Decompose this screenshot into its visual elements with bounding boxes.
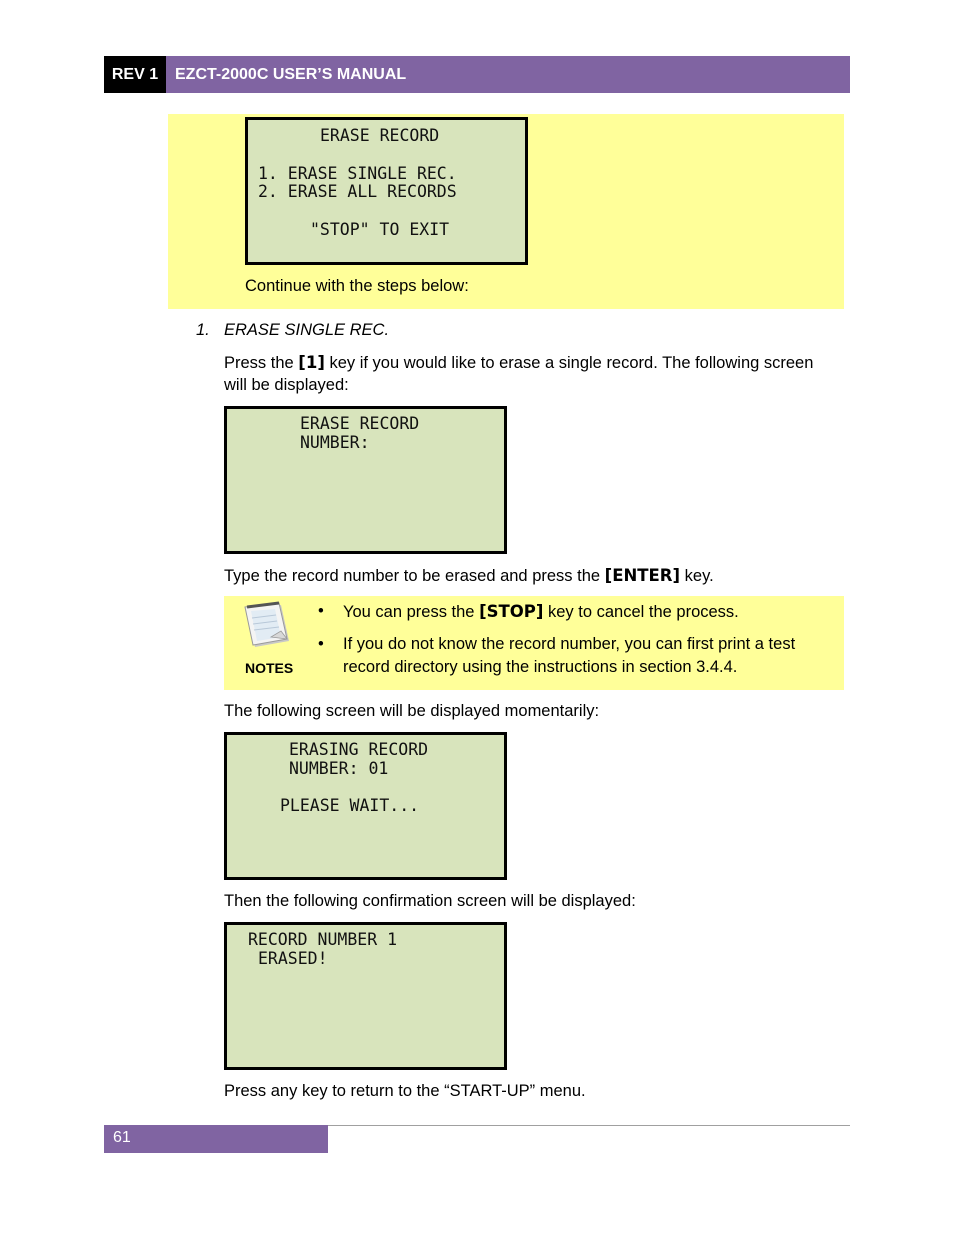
lcd-line: ERASE RECORD [320,126,440,145]
confirmation-text: Then the following confirmation screen will be displayed: [224,892,636,910]
instruction-enter [224,564,714,588]
note-text [343,600,739,624]
notes-label: NOTES [245,660,294,676]
step-number: 1. [196,321,210,339]
lcd-line: "STOP" TO EXIT [310,220,450,239]
lcd-line: ERASE RECORD [300,414,420,433]
lcd-screen-erase-number [224,406,507,554]
lcd-line: ERASING RECORD [289,740,429,759]
bullet-dot: • [318,602,324,620]
momentary-text: The following screen will be displayed momentarily: [224,702,600,720]
key-stop: [STOP] [479,602,544,621]
note-text-line1: If you do not know the record number, you can first print a test [343,635,796,653]
return-text: Press any key to return to the “START-UP” menu. [224,1082,586,1100]
lcd-line: NUMBER: [300,433,370,452]
lcd-line: NUMBER: 01 [289,759,389,778]
text: Press the [224,354,299,372]
instruction-press-1 [224,351,813,375]
lcd-screen-erasing [224,732,507,880]
lcd-screen-erased [224,922,507,1070]
lcd-line: ERASED! [258,949,328,968]
lcd-line: PLEASE WAIT... [280,796,420,815]
text: Type the record number to be erased and press the [224,567,605,585]
lcd-line: 1. ERASE SINGLE REC. [258,164,457,183]
note-text-line2: record directory using the instructions in section 3.4.4. [343,658,738,676]
instruction-press-1-cont: will be displayed: [224,376,349,394]
text: key. [680,567,714,585]
key-enter: [ENTER] [604,566,681,585]
revision-label: REV 1 [104,56,166,93]
lcd-line: 2. ERASE ALL RECORDS [258,182,457,201]
notepad-icon [241,601,297,651]
continue-text: Continue with the steps below: [245,277,469,295]
manual-title: EZCT-2000C USER’S MANUAL [166,56,850,93]
key-1: [1] [298,353,325,372]
page-number: 61 [104,1125,328,1153]
text: key to cancel the process. [543,603,739,621]
bullet-dot: • [318,635,324,653]
text: You can press the [343,603,480,621]
text: key if you would like to erase a single record. The following screen [324,354,814,372]
lcd-screen-erase-menu [245,117,528,265]
step-title: ERASE SINGLE REC. [224,321,390,339]
lcd-line: RECORD NUMBER 1 [248,930,398,949]
